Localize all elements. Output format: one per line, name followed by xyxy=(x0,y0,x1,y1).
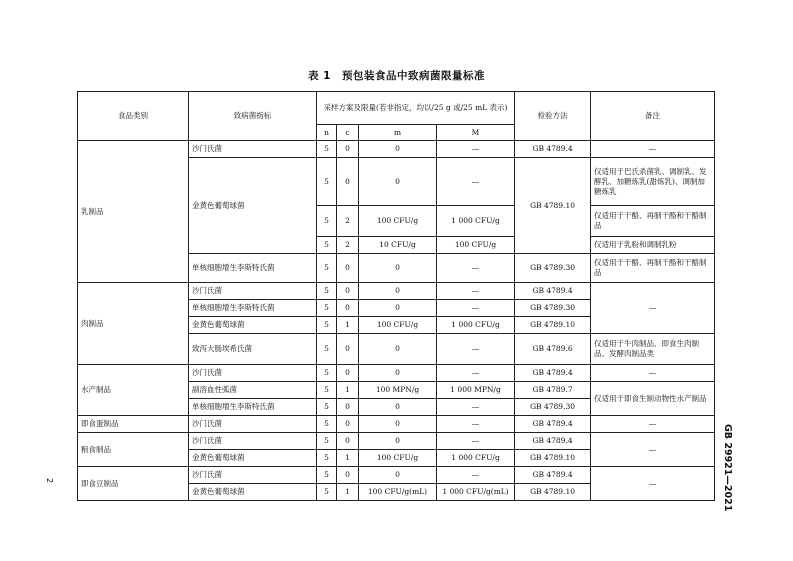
header-category: 食品类别 xyxy=(78,92,189,141)
header-remarks: 备注 xyxy=(591,92,715,141)
c-cell: 0 xyxy=(337,254,359,283)
M-cell: — xyxy=(437,467,515,484)
method-cell: GB 4789.30 xyxy=(515,254,591,283)
M-cell: — xyxy=(437,365,515,382)
m-cell: 0 xyxy=(359,416,437,433)
M-cell: 1 000 CFU/g(mL) xyxy=(437,484,515,501)
c-cell: 0 xyxy=(337,433,359,450)
n-cell: 5 xyxy=(317,484,337,501)
remark-cell: 仅适用于牛肉制品、即食生肉制品、发酵肉制品类 xyxy=(591,334,715,365)
m-cell: 0 xyxy=(359,141,437,158)
m-cell: 0 xyxy=(359,334,437,365)
m-cell: 0 xyxy=(359,365,437,382)
pathogen-cell: 单核细胞增生李斯特氏菌 xyxy=(189,399,317,416)
m-cell: 100 CFU/g xyxy=(359,317,437,334)
n-cell: 5 xyxy=(317,467,337,484)
M-cell: — xyxy=(437,141,515,158)
n-cell: 5 xyxy=(317,283,337,300)
n-cell: 5 xyxy=(317,158,337,206)
c-cell: 0 xyxy=(337,416,359,433)
m-cell: 100 CFU/g xyxy=(359,450,437,467)
c-cell: 1 xyxy=(337,317,359,334)
header-n: n xyxy=(317,125,337,141)
header-m: m xyxy=(359,125,437,141)
remark-cell: — xyxy=(591,433,715,467)
pathogen-cell: 单核细胞增生李斯特氏菌 xyxy=(189,254,317,283)
n-cell: 5 xyxy=(317,450,337,467)
remark-cell: 仅适用于乳粉和调制乳粉 xyxy=(591,237,715,254)
header-sampling: 采样方案及限量(若非指定，均以/25 g 或/25 mL 表示) xyxy=(317,92,515,125)
M-cell: — xyxy=(437,300,515,317)
category-cell: 粮食制品 xyxy=(78,433,189,467)
method-cell: GB 4789.30 xyxy=(515,399,591,416)
table-row xyxy=(78,467,715,484)
m-cell: 100 CFU/g xyxy=(359,206,437,237)
m-cell: 0 xyxy=(359,300,437,317)
M-cell: 1 000 CFU/g xyxy=(437,206,515,237)
c-cell: 0 xyxy=(337,283,359,300)
pathogen-cell: 沙门氏菌 xyxy=(189,365,317,382)
header-c: c xyxy=(337,125,359,141)
table-row xyxy=(78,365,715,382)
method-cell: GB 4789.6 xyxy=(515,334,591,365)
pathogen-cell: 沙门氏菌 xyxy=(189,416,317,433)
pathogen-cell: 副溶血性弧菌 xyxy=(189,382,317,399)
n-cell: 5 xyxy=(317,365,337,382)
M-cell: 1 000 MPN/g xyxy=(437,382,515,399)
table-row xyxy=(78,141,715,158)
M-cell: — xyxy=(437,416,515,433)
m-cell: 0 xyxy=(359,399,437,416)
c-cell: 0 xyxy=(337,365,359,382)
m-cell: 0 xyxy=(359,467,437,484)
M-cell: — xyxy=(437,158,515,206)
pathogen-cell: 单核细胞增生李斯特氏菌 xyxy=(189,300,317,317)
n-cell: 5 xyxy=(317,433,337,450)
header-method: 检验方法 xyxy=(515,92,591,141)
n-cell: 5 xyxy=(317,300,337,317)
method-cell: GB 4789.10 xyxy=(515,317,591,334)
table-row xyxy=(78,433,715,450)
m-cell: 0 xyxy=(359,158,437,206)
header-M: M xyxy=(437,125,515,141)
c-cell: 0 xyxy=(337,467,359,484)
category-cell: 即食豆制品 xyxy=(78,467,189,501)
method-cell: GB 4789.4 xyxy=(515,433,591,450)
n-cell: 5 xyxy=(317,206,337,237)
M-cell: 1 000 CFU/g xyxy=(437,317,515,334)
pathogen-cell: 沙门氏菌 xyxy=(189,141,317,158)
method-cell: GB 4789.4 xyxy=(515,416,591,433)
c-cell: 1 xyxy=(337,450,359,467)
pathogen-cell: 金黄色葡萄球菌 xyxy=(189,317,317,334)
remark-cell: 仅适用于即食生制动物性水产制品 xyxy=(591,382,715,416)
remark-cell: — xyxy=(591,365,715,382)
m-cell: 0 xyxy=(359,254,437,283)
pathogen-cell: 金黄色葡萄球菌 xyxy=(189,484,317,501)
page-number: 2 xyxy=(45,478,54,484)
n-cell: 5 xyxy=(317,317,337,334)
c-cell: 1 xyxy=(337,382,359,399)
n-cell: 5 xyxy=(317,254,337,283)
m-cell: 100 CFU/g(mL) xyxy=(359,484,437,501)
table-row xyxy=(78,283,715,300)
header-pathogen: 致病菌指标 xyxy=(189,92,317,141)
category-cell: 乳制品 xyxy=(78,141,189,283)
method-cell: GB 4789.10 xyxy=(515,158,591,254)
n-cell: 5 xyxy=(317,382,337,399)
method-cell: GB 4789.4 xyxy=(515,365,591,382)
n-cell: 5 xyxy=(317,399,337,416)
c-cell: 0 xyxy=(337,399,359,416)
remark-cell: — xyxy=(591,416,715,433)
method-cell: GB 4789.7 xyxy=(515,382,591,399)
remark-cell: — xyxy=(591,141,715,158)
remark-cell: 仅适用于干酪、再制干酪和干酪制品 xyxy=(591,206,715,237)
M-cell: — xyxy=(437,283,515,300)
method-cell: GB 4789.4 xyxy=(515,283,591,300)
pathogen-cell: 致泻大肠埃希氏菌 xyxy=(189,334,317,365)
M-cell: 100 CFU/g xyxy=(437,237,515,254)
M-cell: 1 000 CFU/g xyxy=(437,450,515,467)
method-cell: GB 4789.10 xyxy=(515,484,591,501)
c-cell: 0 xyxy=(337,300,359,317)
n-cell: 5 xyxy=(317,141,337,158)
c-cell: 1 xyxy=(337,484,359,501)
category-cell: 即食蛋制品 xyxy=(78,416,189,433)
pathogen-cell: 金黄色葡萄球菌 xyxy=(189,450,317,467)
remark-cell: 仅适用于干酪、再制干酪和干酪制品 xyxy=(591,254,715,283)
pathogen-cell: 沙门氏菌 xyxy=(189,433,317,450)
category-cell: 水产制品 xyxy=(78,365,189,416)
M-cell: — xyxy=(437,433,515,450)
pathogen-cell: 沙门氏菌 xyxy=(189,467,317,484)
n-cell: 5 xyxy=(317,416,337,433)
method-cell: GB 4789.10 xyxy=(515,450,591,467)
method-cell: GB 4789.30 xyxy=(515,300,591,317)
m-cell: 100 MPN/g xyxy=(359,382,437,399)
method-cell: GB 4789.4 xyxy=(515,467,591,484)
m-cell: 0 xyxy=(359,283,437,300)
M-cell: — xyxy=(437,254,515,283)
remark-cell: 仅适用于巴氏杀菌乳、调制乳、发酵乳、加糖炼乳(甜炼乳)、调制加糖炼乳 xyxy=(591,158,715,206)
category-cell: 肉制品 xyxy=(78,283,189,365)
remark-cell: — xyxy=(591,283,715,334)
m-cell: 0 xyxy=(359,433,437,450)
remark-cell: — xyxy=(591,467,715,501)
n-cell: 5 xyxy=(317,334,337,365)
c-cell: 2 xyxy=(337,206,359,237)
table-title: 表 1 预包装食品中致病菌限量标准 xyxy=(308,70,485,82)
standard-id: GB 29921—2021 xyxy=(722,424,733,512)
pathogen-cell: 沙门氏菌 xyxy=(189,283,317,300)
M-cell: — xyxy=(437,399,515,416)
c-cell: 0 xyxy=(337,141,359,158)
c-cell: 0 xyxy=(337,334,359,365)
c-cell: 0 xyxy=(337,158,359,206)
M-cell: — xyxy=(437,334,515,365)
m-cell: 10 CFU/g xyxy=(359,237,437,254)
n-cell: 5 xyxy=(317,237,337,254)
pathogen-cell: 金黄色葡萄球菌 xyxy=(189,158,317,254)
table-row xyxy=(78,416,715,433)
c-cell: 2 xyxy=(337,237,359,254)
pathogen-limit-table xyxy=(77,91,715,501)
method-cell: GB 4789.4 xyxy=(515,141,591,158)
